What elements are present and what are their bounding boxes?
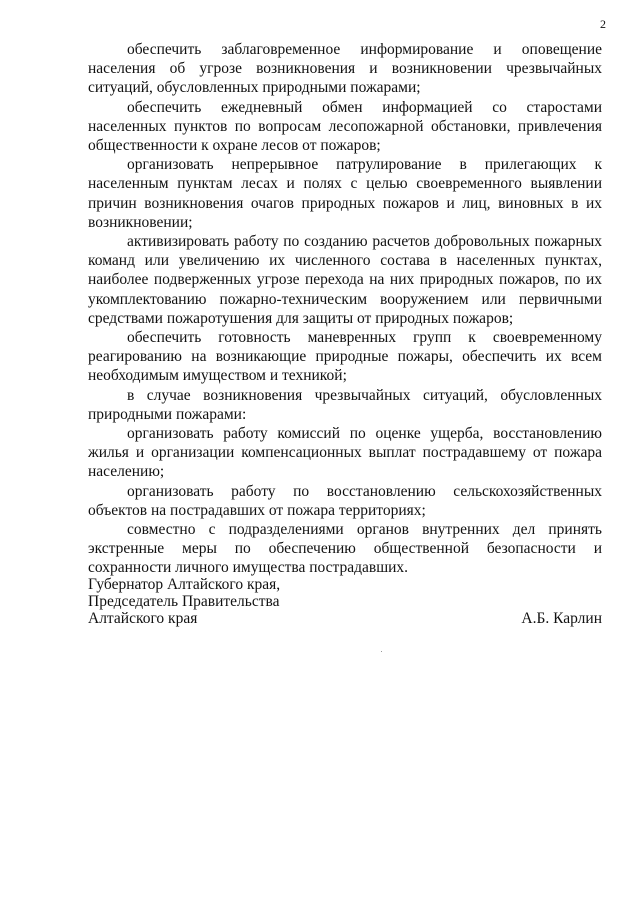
signatory-name: А.Б. Карлин bbox=[521, 610, 602, 627]
signature-block bbox=[88, 576, 602, 627]
paragraph: организовать работу по восстановлению сельскохозяйственных объектов на пострадавших от пожара территориях; bbox=[88, 482, 602, 519]
signatory-title-line: Председатель Правительства bbox=[88, 593, 280, 610]
document-body bbox=[88, 40, 602, 578]
scan-speck bbox=[381, 651, 382, 652]
signatory-title-line: Губернатор Алтайского края, bbox=[88, 576, 281, 593]
paragraph: обеспечить заблаговременное информирование и оповещение населения об угрозе возникновения и возникновении чрезвычайных ситуаций, обусловленных природными пожарами; bbox=[88, 41, 602, 97]
paragraph: в случае возникновения чрезвычайных ситуаций, обусловленных природными пожарами: bbox=[88, 386, 602, 423]
signatory-title-line: Алтайского края bbox=[88, 610, 198, 627]
paragraph: организовать непрерывное патрулирование в прилегающих к населенным пунктам лесах и полях с целью своевременного выявлении причин возникновения очагов природных пожаров и лиц, виновных в их возникновении; bbox=[88, 156, 602, 231]
paragraph: активизировать работу по созданию расчетов добровольных пожарных команд или увеличению их численного состава в населенных пунктах, наиболее подверженных угрозе перехода на них природных пожаров, по их укомплектованию пожарно-техническим вооружением или первичными средствами пожаротушения для защиты от природных пожаров; bbox=[88, 233, 602, 327]
paragraph: обеспечить ежедневный обмен информацией со старостами населенных пунктов по вопросам лесопожарной обстановки, привлечения общественности к охране лесов от пожаров; bbox=[88, 98, 602, 155]
paragraph: совместно с подразделениями органов внутренних дел принять экстренные меры по обеспечению общественной безопасности и сохранности личного имущества пострадавших. bbox=[88, 521, 602, 577]
paragraph: обеспечить готовность маневренных групп к своевременному реагированию на возникающие природные пожары, обеспечить их всем необходимым имуществом и техникой; bbox=[88, 329, 602, 385]
paragraph: организовать работу комиссий по оценке ущерба, восстановлению жилья и организации компенсационных выплат пострадавшему от пожара населению; bbox=[88, 425, 602, 481]
page-number: 2 bbox=[600, 17, 606, 31]
